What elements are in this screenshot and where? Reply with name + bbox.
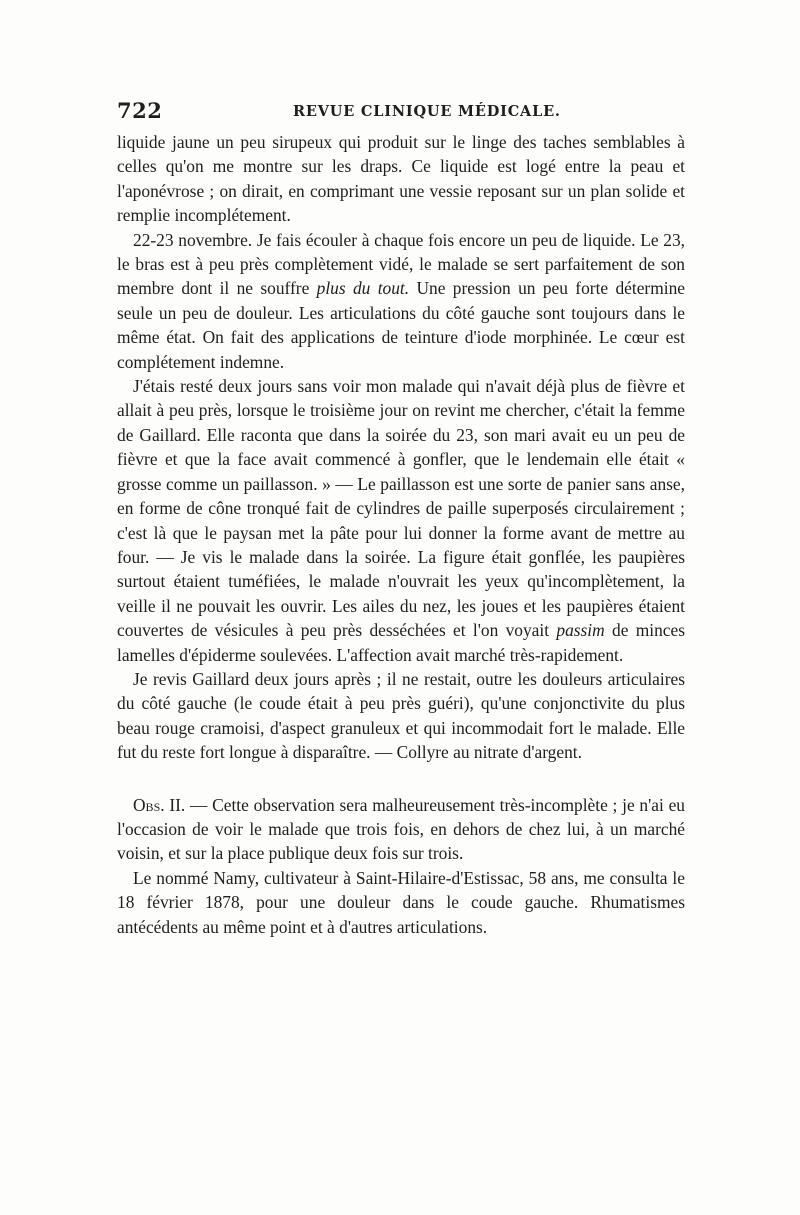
paragraph-6: Le nommé Namy, cultivateur à Saint-Hilaire-d'Estissac, 58 ans, me consulta le 18 février 1878, pour une douleur dans le coude gauche. Rhumatismes antécédents au même point et à d'autres articulations.	[117, 867, 685, 937]
paragraph-1: liquide jaune un peu sirupeux qui produit sur le linge des taches semblables à celles qu'on me montre sur les draps. Ce liquide est logé entre la peau et l'aponévrose ; on dirait, en comprimant une vessie reposant sur un plan solide et remplie incomplétement.	[117, 132, 685, 226]
body-text	[117, 130, 685, 939]
paragraph-4: Je revis Gaillard deux jours après ; il ne restait, outre les douleurs articulaires du côté gauche (le coude était à peu près guéri), qu'une conjonctivite du plus beau rouge cramoisi, d'aspect granuleux et qui incommodait fort le malade. Elle fut du reste fort longue à disparaître. — Collyre au nitrate d'argent.	[117, 668, 685, 763]
page-header	[117, 98, 685, 126]
paragraph-2-text-a: 22-23 novembre. Je fais écouler à chaque fois encore un peu de liquide. Le 23, le bras est à peu près complètement vidé, le malade se sert parfaitement de son membre dont il ne souffre	[117, 229, 685, 299]
paragraph-2-text-b: Une pression un peu forte détermine seule un peu de douleur. Les articulations du côté gauche sont toujours dans le même état. On fait des applications de teinture d'iode morphinée. Le cœur est complétement indemne.	[117, 278, 685, 372]
paragraph-3-italic: passim	[556, 620, 605, 641]
paragraph-3-text-a: J'étais resté deux jours sans voir mon malade qui n'avait déjà plus de fièvre et allait à peu près, lorsque le troisième jour on revint me chercher, c'était la femme de Gaillard. Elle raconta que dans la soirée du 23, son mari avait eu un peu de fièvre et que la face avait commencé à gonfler, que le lendemain elle était « grosse comme un paillasson. » — Le paillasson est une sorte de panier sans anse, en forme de cône tronqué fait de cylindres de paille superposés circulairement ; c'est là que le paysan met la pâte pour lui donner la forme avant de mettre au four. — Je vis le malade dans la soirée. La figure était gonflée, les paupières surtout étaient tuméfiées, le malade n'ouvrait les yeux qu'incomplètement, la veille il ne pouvait les ouvrir. Les ailes du nez, les joues et les paupières étaient couvertes de vésicules à peu près desséchées et l'on voyait	[117, 376, 685, 641]
page-number: 722	[117, 98, 163, 123]
paragraph-3-text-b: de minces lamelles d'épiderme soulevées. L'affection avait marché très-rapidement.	[117, 620, 685, 665]
observation-2-text: — Cette observation sera malheureusement très-incomplète ; je n'ai eu l'occasion de voir le malade que trois fois, en dehors de chez lui, à un marché voisin, et sur la place publique deux fois sur trois.	[117, 794, 685, 864]
paragraph-3	[117, 374, 685, 667]
paragraph-2	[117, 228, 685, 374]
paragraph-2-italic: plus du tout.	[316, 278, 410, 299]
running-head: REVUE CLINIQUE MÉDICALE.	[293, 103, 561, 120]
observation-label: Obs. II.	[133, 794, 186, 815]
observation-2-paragraph	[117, 793, 685, 866]
